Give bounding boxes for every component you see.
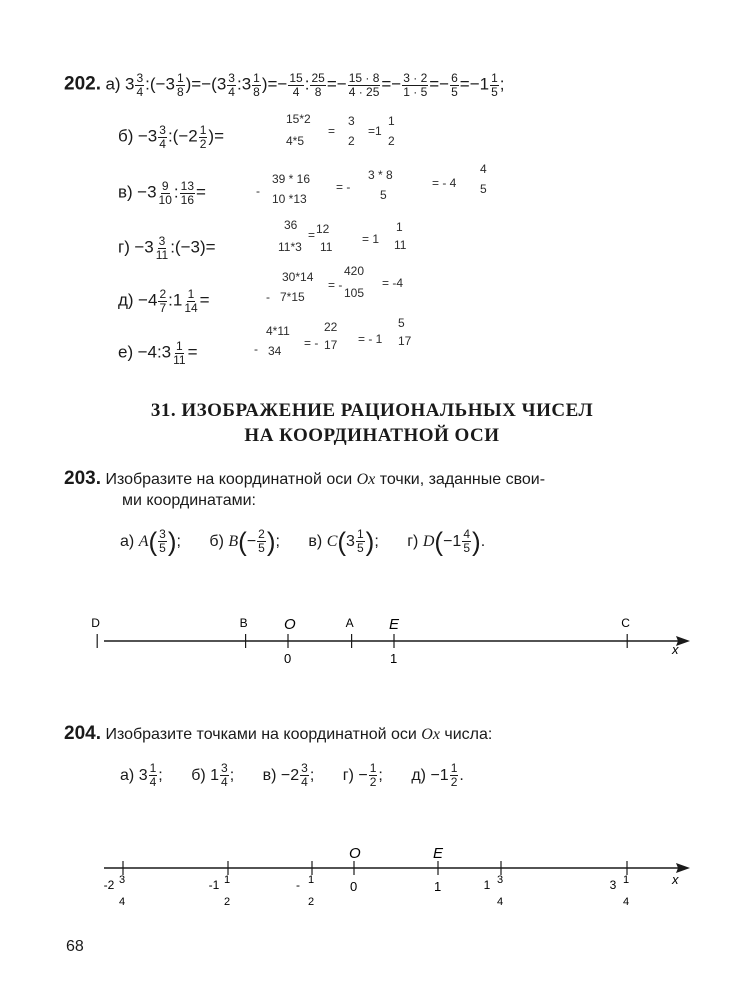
- number-item: д) −1 $\frac{1}{2}$ .: [411, 761, 464, 789]
- fraction: $\frac{9}{10}$: [158, 179, 172, 207]
- expr-part: :: [304, 74, 310, 94]
- fraction: $\frac{6}{5}$: [451, 71, 458, 99]
- statement-text: точки, заданные свои-: [379, 471, 546, 488]
- fraction: $\frac{1}{2}$: [199, 123, 207, 151]
- problem-number: 203.: [64, 468, 101, 489]
- point-item: а) A( $\frac{3}{5}$ );: [120, 526, 181, 556]
- point-num: 3: [119, 874, 126, 886]
- point-den: 4: [497, 896, 504, 908]
- hand-num: 39 * 16: [272, 172, 311, 186]
- item-label: г): [118, 237, 130, 257]
- expr-part: −4: [138, 290, 158, 310]
- section-heading-line-1: 31. ИЗОБРАЖЕНИЕ РАЦИОНАЛЬНЫХ ЧИСЕЛ: [150, 400, 594, 421]
- section-heading-line-2: НА КООРДИНАТНОЙ ОСИ: [244, 425, 500, 446]
- point-name: A: [138, 532, 149, 550]
- expr-part: −3: [134, 237, 154, 257]
- fraction: $\frac{1}{11}$: [173, 339, 186, 367]
- point-den: 2: [224, 896, 231, 908]
- point-num: 1: [308, 874, 315, 886]
- expr-part: =−: [381, 74, 402, 94]
- number-item: г) − $\frac{1}{2}$ ;: [342, 761, 383, 789]
- expr-part: :(−2: [167, 126, 198, 146]
- expr-part: 3: [125, 74, 135, 94]
- problem-204-items: [120, 762, 464, 789]
- problem-203-items: [120, 528, 485, 555]
- fraction: $\frac{3}{4}$: [228, 71, 235, 99]
- hand-num: 4: [480, 162, 487, 176]
- zero-label: 0: [350, 879, 358, 894]
- point-name: B: [228, 532, 239, 550]
- problem-202-v: [118, 180, 206, 207]
- hand-num: 1: [388, 114, 395, 128]
- expr-part: )=: [208, 126, 224, 146]
- problem-204-statement: [64, 723, 492, 745]
- number-line-204: [0, 836, 744, 926]
- item-label: а): [105, 74, 121, 94]
- point-label: C: [621, 616, 630, 630]
- hand-eq: = -4: [382, 276, 404, 290]
- point-whole: -: [296, 878, 300, 892]
- hand-eq: =: [308, 228, 316, 242]
- expr-part: =−: [326, 74, 347, 94]
- one-label: 1: [390, 651, 398, 666]
- point-den: 2: [308, 896, 315, 908]
- hand-eq: = -: [336, 180, 351, 194]
- hand-sign: -: [266, 290, 270, 304]
- number-item: б) 1 $\frac{3}{4}$ ;: [191, 761, 235, 789]
- expr-part: −4:3: [137, 342, 172, 362]
- hand-eq: = -: [328, 278, 343, 292]
- origin-label: O: [349, 845, 361, 862]
- fraction: $\frac{3}{4}$: [136, 71, 144, 99]
- problem-number: 202.: [64, 73, 101, 95]
- expr-part: :: [173, 182, 179, 202]
- hand-den: 7*15: [280, 290, 305, 304]
- expr-part: :1: [168, 290, 183, 310]
- point-label: D: [91, 616, 100, 630]
- section-heading: [0, 400, 744, 447]
- expr-part: −3: [137, 182, 157, 202]
- expr-part: =−: [429, 74, 450, 94]
- expr-part: :3: [236, 74, 252, 94]
- hand-den: 2: [348, 134, 355, 148]
- problem-202-b: [118, 124, 224, 151]
- axis-name: Ox: [356, 471, 376, 488]
- expr-part: =: [199, 290, 210, 310]
- fraction: $\frac{2}{7}$: [159, 287, 167, 315]
- statement-text: ми координатами:: [122, 492, 256, 509]
- fraction: $\frac{25}{8}$: [311, 71, 325, 99]
- point-label: B: [239, 616, 248, 630]
- hand-den: 10 *13: [272, 192, 307, 206]
- problem-number: 204.: [64, 723, 101, 744]
- number-item: а) 3 $\frac{1}{4}$ ;: [120, 761, 163, 789]
- hand-num: 1: [396, 220, 403, 234]
- hand-num: 3 * 8: [368, 168, 393, 182]
- hand-den: 11*3: [278, 240, 302, 254]
- expr-part: =−1: [459, 74, 490, 94]
- hand-num: 420: [344, 264, 365, 278]
- expr-part: )=−: [261, 74, 288, 94]
- point-num: 1: [623, 874, 630, 886]
- hand-eq: =: [328, 124, 336, 138]
- fraction: $\frac{15}{4}$: [289, 71, 303, 99]
- fraction: $\frac{3}{4}$: [159, 123, 166, 151]
- item-label: е): [118, 342, 134, 362]
- fraction: $\frac{15 \cdot 8}{4 \cdot 25}$: [348, 71, 380, 99]
- one-label: 1: [434, 879, 442, 894]
- point-name: C: [326, 532, 338, 550]
- hand-eq: = 1: [362, 232, 380, 246]
- point-item: б) B(− $\frac{2}{5}$ );: [209, 526, 280, 556]
- fraction: $\frac{3 \cdot 2}{1 \cdot 5}$: [403, 71, 428, 99]
- hand-num: 12: [316, 222, 330, 236]
- point-label: A: [345, 616, 354, 630]
- hand-eq: = - 4: [432, 176, 457, 190]
- hand-den: 17: [398, 334, 412, 348]
- hand-den: 34: [268, 344, 282, 358]
- hand-sign: -: [254, 342, 258, 356]
- expr-part: =: [187, 342, 198, 362]
- axis-x-label: x: [672, 872, 679, 887]
- hand-eq: = - 1: [358, 332, 383, 346]
- expr-part: =: [196, 182, 206, 202]
- point-den: 4: [119, 896, 126, 908]
- axis-name: Ox: [421, 726, 440, 743]
- point-whole: -2: [103, 878, 115, 892]
- hand-num: 15*2: [286, 112, 311, 126]
- hand-num: 30*14: [282, 270, 314, 284]
- page-number: 68: [66, 938, 84, 955]
- hand-num: 36: [284, 218, 298, 232]
- fraction: $\frac{1}{14}$: [184, 287, 198, 315]
- expr-part: ;: [499, 74, 505, 94]
- hand-eq: =1: [368, 124, 382, 138]
- item-label: б): [118, 126, 134, 146]
- hand-den: 5: [480, 182, 487, 196]
- hand-den: 11: [320, 240, 333, 254]
- item-label: д): [118, 290, 134, 310]
- hand-den: 11: [394, 238, 407, 252]
- point-whole: -1: [208, 878, 220, 892]
- point-name: D: [422, 532, 435, 550]
- hand-sign: -: [256, 184, 260, 198]
- expr-part: −3: [137, 126, 158, 146]
- zero-label: 0: [284, 651, 292, 666]
- hand-den: 4*5: [286, 134, 305, 148]
- statement-text: Изобразите точками на координатной оси: [105, 726, 417, 743]
- point-den: 4: [623, 896, 630, 908]
- axis-x-label: x: [672, 642, 679, 657]
- unit-label: E: [433, 845, 444, 862]
- expr-part: )=−(3: [185, 74, 227, 94]
- hand-num: 4*11: [266, 324, 290, 338]
- hand-den: 5: [380, 188, 387, 202]
- hand-den: 2: [388, 134, 395, 148]
- unit-label: E: [389, 616, 400, 633]
- fraction: $\frac{1}{8}$: [176, 71, 184, 99]
- fraction: $\frac{1}{8}$: [253, 71, 260, 99]
- origin-label: O: [284, 616, 296, 633]
- problem-202-e: [118, 340, 198, 367]
- statement-text: числа:: [444, 726, 493, 743]
- statement-text: Изобразите на координатной оси: [105, 471, 353, 488]
- expr-part: :(−3)=: [170, 237, 216, 257]
- number-line-203: [0, 606, 744, 676]
- point-whole: 1: [483, 878, 491, 892]
- hand-num: 5: [398, 316, 405, 330]
- point-num: 3: [497, 874, 504, 886]
- fraction: $\frac{13}{16}$: [180, 179, 194, 207]
- point-item: в) C(3 $\frac{1}{5}$ );: [308, 526, 379, 556]
- point-item: г) D(−1 $\frac{4}{5}$ ).: [407, 526, 486, 556]
- expr-part: :(−3: [145, 74, 175, 94]
- problem-203-statement: [64, 468, 545, 511]
- fraction: $\frac{1}{5}$: [491, 71, 498, 99]
- point-whole: 3: [609, 878, 617, 892]
- fraction: $\frac{3}{11}$: [155, 234, 169, 262]
- point-num: 1: [224, 874, 231, 886]
- number-item: в) −2 $\frac{3}{4}$ ;: [262, 761, 315, 789]
- hand-den: 105: [344, 286, 365, 300]
- item-label: в): [118, 182, 133, 202]
- problem-202-d: [118, 288, 210, 315]
- hand-num: 3: [348, 114, 355, 128]
- problem-202-g: [118, 235, 216, 262]
- hand-den: 17: [324, 338, 338, 352]
- hand-eq: = -: [304, 336, 319, 350]
- problem-202-a: [64, 72, 505, 99]
- hand-num: 22: [324, 320, 338, 334]
